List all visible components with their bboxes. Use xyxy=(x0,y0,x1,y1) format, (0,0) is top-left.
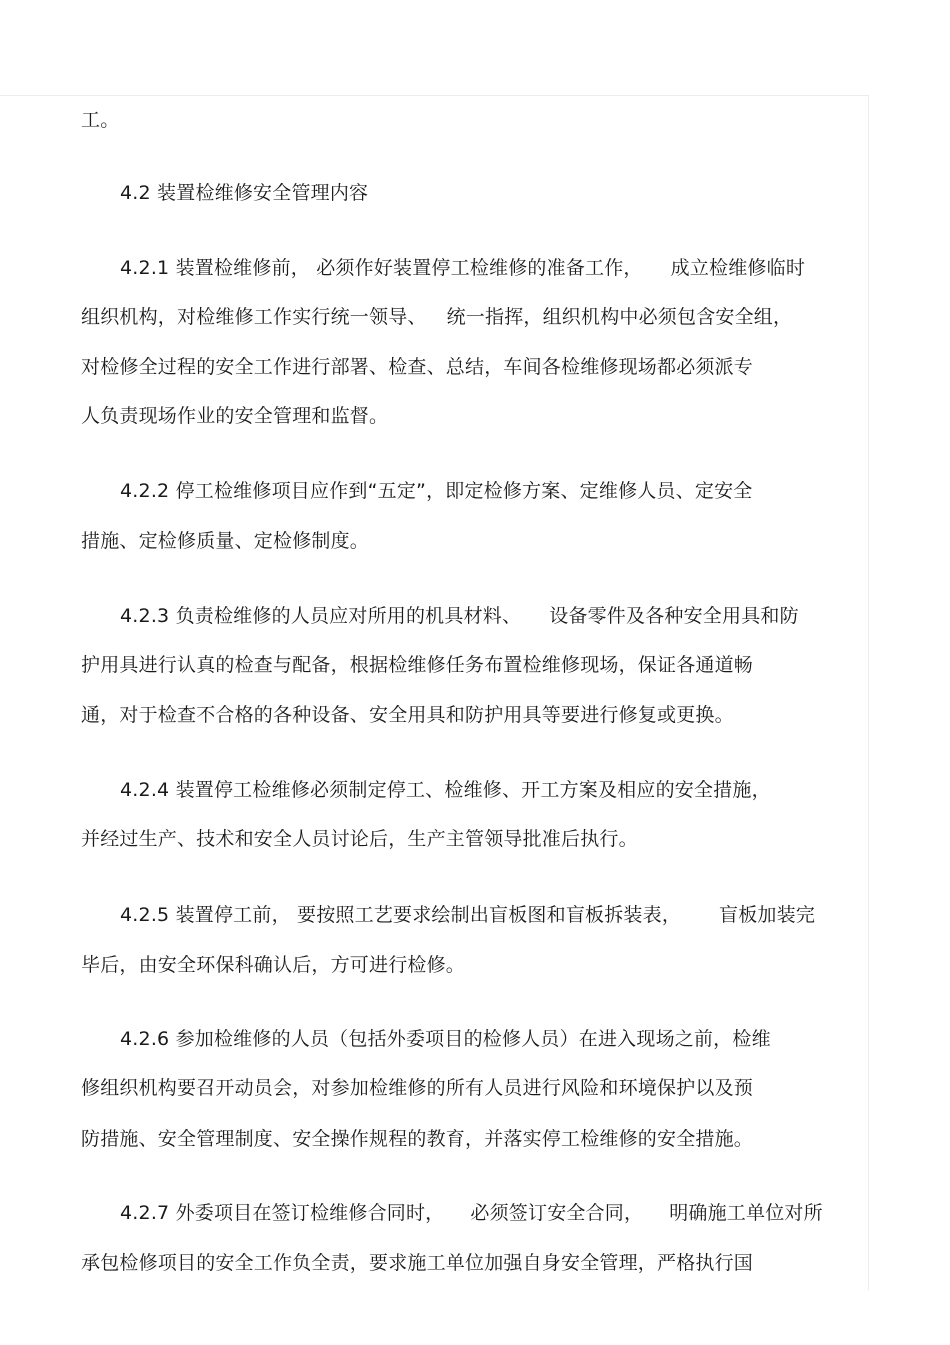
text-segment: 盲板加装完 xyxy=(719,904,816,926)
text-line: 修组织机构要召开动员会，对参加检维修的所有人员进行风险和环境保护以及预 xyxy=(81,1077,754,1099)
section-heading: 4.2 装置检维修安全管理内容 xyxy=(120,182,369,204)
text-segment: 成立检维修临时 xyxy=(670,257,806,279)
text-line xyxy=(120,604,799,628)
text-line xyxy=(120,1201,823,1225)
text-line: 对检修全过程的安全工作进行部署、检查、总结，车间各检维修现场都必须派专 xyxy=(81,356,754,378)
text-segment: 组织机构，对检维修工作实行统一领导、 xyxy=(81,306,427,328)
text-segment: 统一指挥，组织机构中必须包含安全组， xyxy=(446,306,793,328)
text-segment: 必须签订安全合同， xyxy=(470,1202,644,1224)
text-line: 工。 xyxy=(81,109,120,131)
text-line: 防措施、安全管理制度、安全操作规程的教育，并落实停工检维修的安全措施。 xyxy=(81,1128,754,1150)
text-segment: 明确施工单位对所 xyxy=(669,1202,823,1224)
text-line: 护用具进行认真的检查与配备，根据检维修任务布置检维修现场，保证各通道畅 xyxy=(81,654,754,676)
text-line xyxy=(81,305,792,329)
text-line: 4.2.4 装置停工检维修必须制定停工、检维修、开工方案及相应的安全措施， xyxy=(120,779,771,801)
text-line: 并经过生产、技术和安全人员讨论后，生产主管领导批准后执行。 xyxy=(81,828,638,850)
text-line: 通，对于检查不合格的各种设备、安全用具和防护用具等要进行修复或更换。 xyxy=(81,704,734,726)
text-line: 措施、定检修质量、定检修制度。 xyxy=(81,530,370,552)
text-line: 毕后，由安全环保科确认后，方可进行检修。 xyxy=(81,954,466,976)
text-line: 4.2.2 停工检维修项目应作到“五定”，即定检修方案、定维修人员、定安全 xyxy=(120,480,753,502)
text-segment: 4.2.7 外委项目在签订检维修合同时， xyxy=(120,1202,445,1224)
text-segment: 设备零件及各种安全用具和防 xyxy=(549,605,799,627)
text-segment: 4.2.1 装置检维修前， 必须作好装置停工检维修的准备工作， xyxy=(120,257,643,279)
text-line: 4.2.6 参加检维修的人员（包括外委项目的检修人员）在进入现场之前，检维 xyxy=(120,1028,771,1050)
text-segment: 4.2.5 装置停工前， 要按照工艺要求绘制出盲板图和盲板拆装表， xyxy=(120,904,682,926)
text-segment: 4.2.3 负责检维修的人员应对所用的机具材料、 xyxy=(120,605,522,627)
text-line xyxy=(120,256,805,280)
text-line: 人负责现场作业的安全管理和监督。 xyxy=(81,405,389,427)
text-line xyxy=(120,903,815,927)
text-line: 承包检修项目的安全工作负全责，要求施工单位加强自身安全管理，严格执行国 xyxy=(81,1252,754,1274)
